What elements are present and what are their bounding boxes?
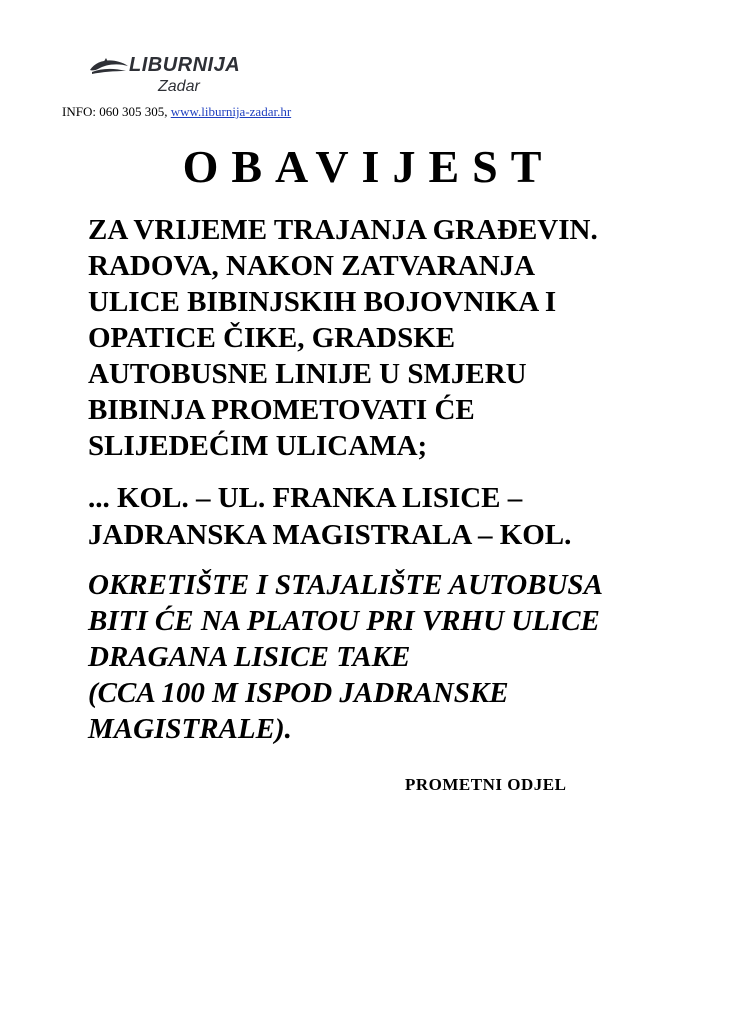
text-line: OPATICE ČIKE, GRADSKE — [88, 322, 456, 354]
text-line: JADRANSKA MAGISTRALA – KOL. — [88, 519, 572, 551]
text-line: BITI ĆE NA PLATOU PRI VRHU ULICE — [88, 605, 600, 637]
text-line: DRAGANA LISICE TAKE — [88, 641, 411, 673]
signature: PROMETNI ODJEL — [405, 775, 567, 794]
text-line: OKRETIŠTE I STAJALIŠTE AUTOBUSA — [88, 569, 603, 601]
website-link[interactable]: www.liburnija-zadar.hr — [170, 104, 292, 119]
notice-title: OBAVIJEST — [182, 141, 555, 192]
logo-name: LIBURNIJA — [129, 54, 241, 76]
text-line: MAGISTRALE). — [88, 713, 292, 745]
text-line: ZA VRIJEME TRAJANJA GRAĐEVIN. — [88, 214, 598, 246]
route-description — [88, 480, 571, 554]
logo-city: Zadar — [158, 78, 200, 95]
text-line: AUTOBUSNE LINIJE U SMJERU — [88, 358, 527, 390]
notice-paragraph-1 — [88, 212, 598, 464]
text-line: RADOVA, NAKON ZATVARANJA — [88, 250, 536, 282]
text-line: ... KOL. – UL. FRANKA LISICE – — [88, 482, 523, 514]
dolphin-logo-icon — [88, 56, 130, 78]
info-line — [62, 104, 291, 120]
text-line: BIBINJA PROMETOVATI ĆE — [88, 394, 475, 426]
text-line: SLIJEDEĆIM ULICAMA; — [88, 430, 428, 462]
company-logo — [88, 52, 258, 102]
text-line: ULICE BIBINJSKIH BOJOVNIKA I — [88, 286, 557, 318]
info-phone: INFO: 060 305 305, — [62, 104, 168, 119]
text-line: (CCA 100 M ISPOD JADRANSKE — [88, 677, 509, 709]
notice-paragraph-2 — [88, 567, 603, 747]
